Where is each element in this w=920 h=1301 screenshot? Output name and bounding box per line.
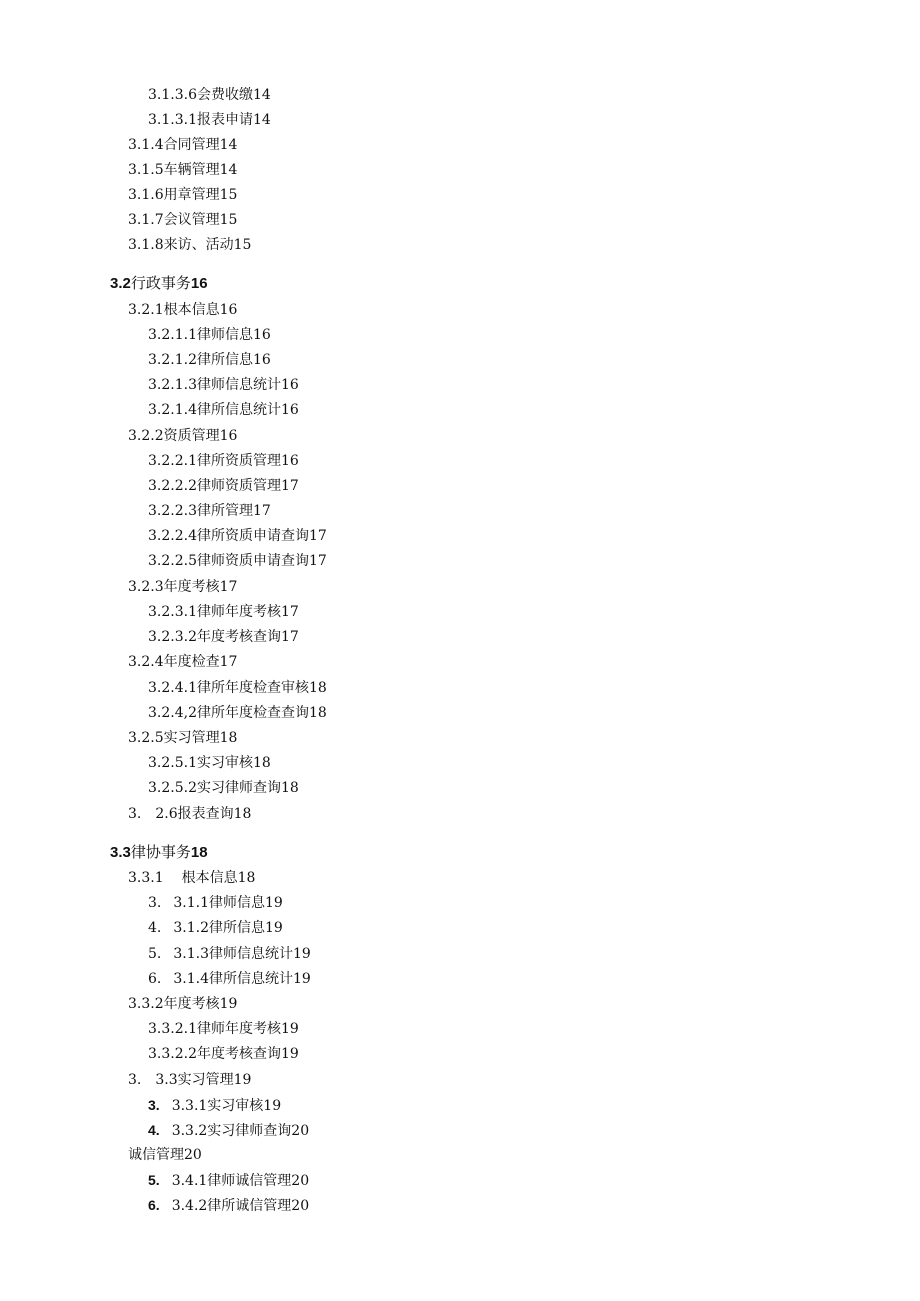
entry-text: 3.1.3律师信息统计19 — [173, 946, 311, 962]
section-page: 16 — [190, 275, 208, 292]
entry-number: 6. — [148, 971, 162, 987]
toc-entry: 3.2.2.4律所资质申请查询17 — [148, 528, 327, 544]
toc-entry: 3.2.5实习管理18 — [128, 730, 238, 746]
entry-text: 3.3.1实习审核19 — [171, 1098, 282, 1114]
toc-entry: 3.3.2.1律师年度考核19 — [148, 1021, 299, 1037]
entry-text: 3.4.1律师诚信管理20 — [171, 1173, 310, 1189]
toc-entry: 3.2.4.1律所年度检查审核18 — [148, 680, 327, 696]
section-number: 3.2 — [110, 275, 131, 292]
entry-text: 根本信息18 — [181, 870, 256, 886]
entry-text: 3.3.2实习律师查询20 — [171, 1123, 310, 1139]
toc-entry: 3.3.2年度考核19 — [128, 996, 238, 1012]
entry-text: 3.1.2律所信息19 — [173, 920, 283, 936]
toc-entry: 3.2.5.2实习律师查询18 — [148, 780, 299, 796]
entry-number: 3. — [148, 895, 162, 911]
toc-entry — [128, 1071, 251, 1089]
entry-text: 3.1.1律师信息19 — [173, 895, 283, 911]
toc-entry: 3.2.2.3律所管理17 — [148, 503, 271, 519]
entry-text: 2.6报表查询18 — [155, 806, 252, 822]
toc-entry: 3.2.2.5律师资质申请查询17 — [148, 553, 327, 569]
toc-entry: 3.1.6用章管理15 — [128, 187, 238, 203]
entry-text: 3.1.4律所信息统计19 — [173, 971, 311, 987]
toc-entry — [148, 1196, 309, 1215]
toc-entry: 3.2.5.1实习审核18 — [148, 755, 271, 771]
toc-entry: 3.2.1根本信息16 — [128, 302, 238, 318]
entry-number: 5. — [148, 946, 162, 962]
toc-entry — [148, 894, 283, 912]
section-page: 18 — [190, 844, 208, 861]
toc-section-heading — [110, 843, 208, 862]
toc-entry: 3.1.3.1报表申请14 — [148, 112, 271, 128]
entry-number: 4. — [148, 1122, 160, 1138]
entry-number: 5. — [148, 1172, 160, 1188]
toc-entry: 3.2.1.1律师信息16 — [148, 327, 271, 343]
toc-entry: 3.2.4年度检查17 — [128, 654, 238, 670]
section-title: 行政事务 — [130, 274, 191, 292]
toc-entry: 3.2.2资质管理16 — [128, 428, 238, 444]
toc-entry: 3.2.3.2年度考核查询17 — [148, 629, 299, 645]
toc-entry: 3.2.1.2律所信息16 — [148, 352, 271, 368]
toc-entry: 3.2.4,2律所年度检查查询18 — [148, 705, 327, 721]
toc-entry: 3.1.7会议管理15 — [128, 212, 238, 228]
toc-entry: 3.2.2.1律所资质管理16 — [148, 453, 299, 469]
section-number: 3.3 — [110, 844, 131, 861]
toc-entry: 3.2.1.4律所信息统计16 — [148, 402, 299, 418]
toc-entry: 3.1.3.6会费收缴14 — [148, 87, 271, 103]
entry-number: 3. — [148, 1097, 160, 1113]
entry-number: 4. — [148, 920, 162, 936]
toc-entry: 3.2.2.2律师资质管理17 — [148, 478, 299, 494]
entry-number: 3. — [128, 1072, 142, 1088]
toc-entry — [148, 1121, 309, 1140]
toc-entry — [128, 869, 255, 887]
entry-text: 3.3实习管理19 — [155, 1072, 252, 1088]
toc-entry: 3.2.3.1律师年度考核17 — [148, 604, 299, 620]
toc-entry — [148, 919, 283, 937]
toc-entry — [148, 970, 311, 988]
toc-entry — [128, 805, 251, 823]
toc-entry — [148, 1096, 281, 1115]
toc-entry: 3.2.3年度考核17 — [128, 579, 238, 595]
toc-entry — [148, 945, 311, 963]
entry-text: 3.4.2律所诚信管理20 — [171, 1198, 310, 1214]
toc-entry: 3.3.2.2年度考核查询19 — [148, 1046, 299, 1062]
toc-entry: 3.1.4合同管理14 — [128, 137, 238, 153]
toc-entry — [148, 1171, 309, 1190]
toc-entry: 3.1.8来访、活动15 — [128, 237, 252, 253]
section-title: 律协事务 — [130, 843, 191, 861]
entry-number: 3. — [128, 806, 142, 822]
toc-entry: 3.1.5车辆管理14 — [128, 162, 238, 178]
entry-number: 3.3.1 — [128, 870, 164, 886]
toc-entry: 3.2.1.3律师信息统计16 — [148, 377, 299, 393]
toc-entry: 诚信管理20 — [128, 1147, 202, 1163]
toc-section-heading — [110, 274, 208, 293]
entry-number: 6. — [148, 1197, 160, 1213]
